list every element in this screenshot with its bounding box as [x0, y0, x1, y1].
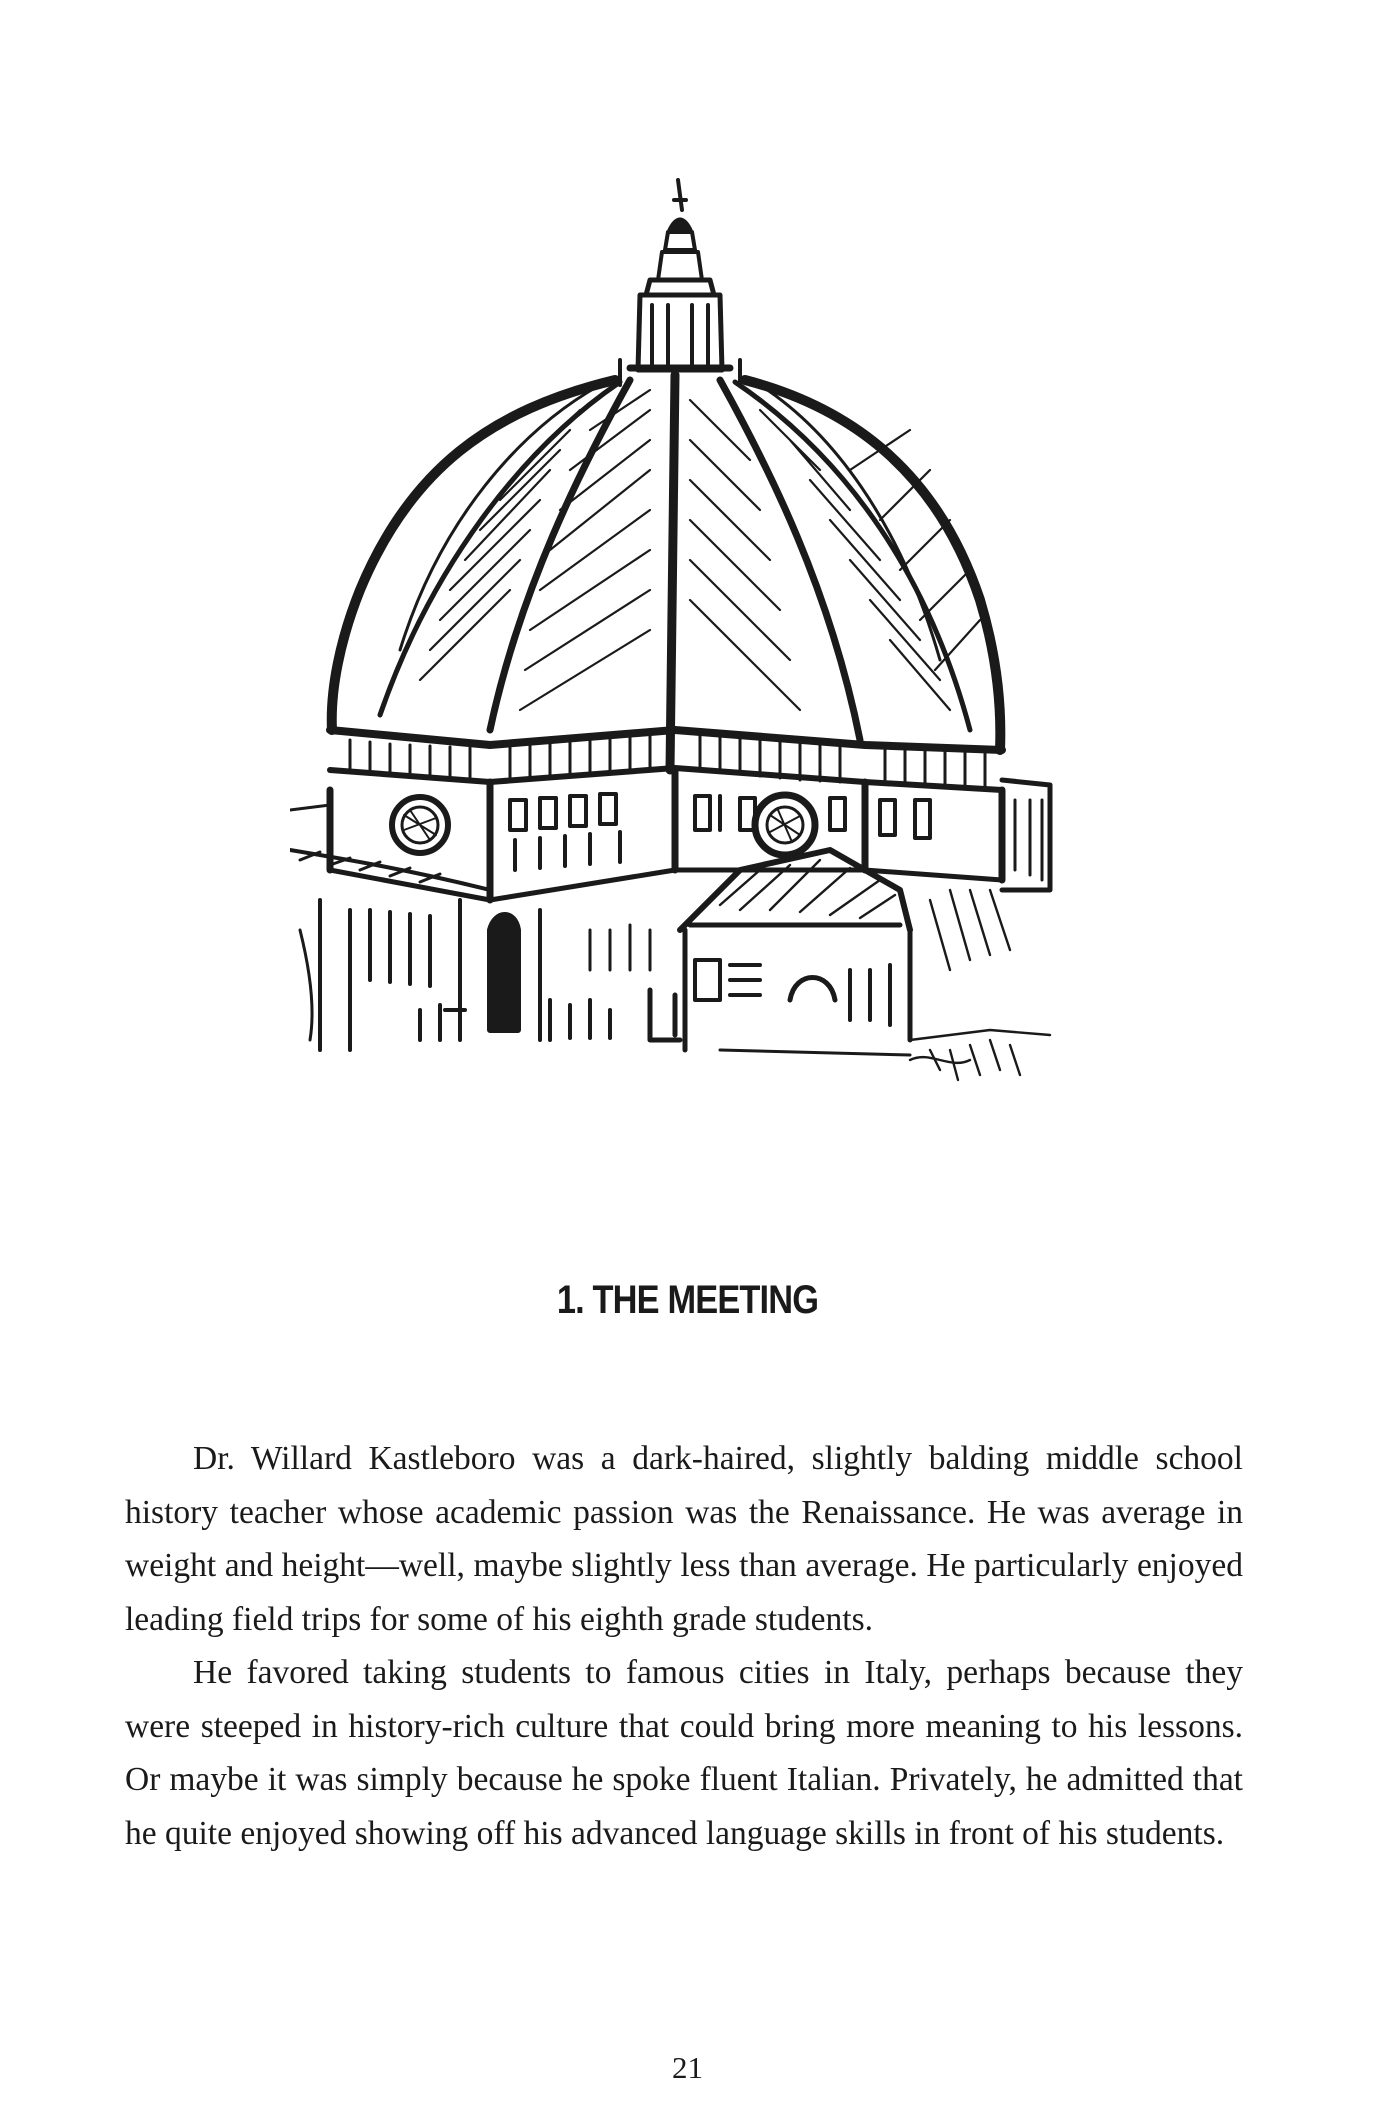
page-number: 21: [672, 2050, 703, 2085]
cathedral-dome-sketch-icon: [290, 170, 1070, 1130]
paragraph: Dr. Willard Kastleboro was a dark-haired, slightly balding middle school history teacher whose academic passion was the Renaissance. He was average in weight and height—well, maybe slightly less than average. He particularly enjoyed leading field trips for some of his eighth grade students.: [125, 1440, 1243, 1638]
chapter-title: 1. THE MEETING: [556, 1278, 819, 1322]
paragraph: He favored taking students to famous cities in Italy, perhaps because they were steeped in history-rich culture that could bring more meaning to his lessons. Or maybe it was simply because he spoke fluent Italian. Privately, he admitted that he quite enjoyed showing off his advanced language skills in front of his students.: [125, 1654, 1243, 1852]
chapter-body: [125, 1432, 1243, 1860]
